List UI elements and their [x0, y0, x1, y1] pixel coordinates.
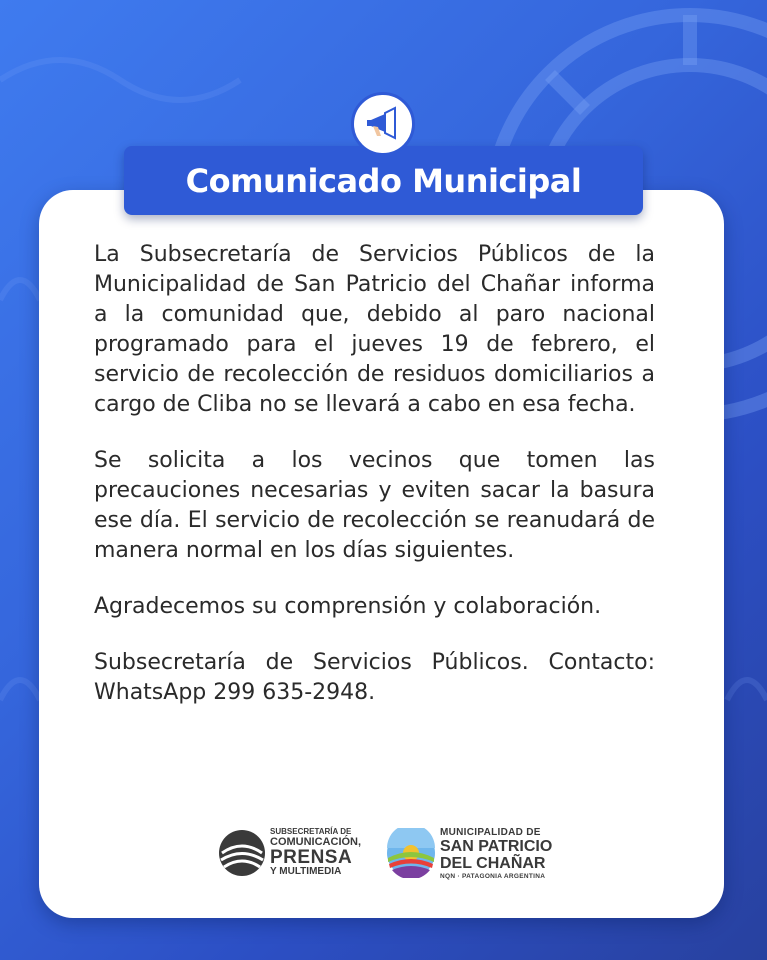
prensa-emblem-icon	[218, 829, 266, 877]
prensa-line1: SUBSECRETARÍA DE	[270, 827, 352, 836]
paragraph-contact: Subsecretaría de Servicios Públicos. Contacto: WhatsApp 299 635-2948.	[94, 650, 655, 705]
logo-prensa	[218, 824, 378, 882]
prensa-line3: PRENSA	[270, 847, 353, 868]
prensa-line4: Y MULTIMEDIA	[270, 866, 342, 877]
page-title: Comunicado Municipal	[185, 161, 582, 200]
logo-municipio	[386, 824, 561, 882]
municipio-emblem-icon	[386, 828, 436, 878]
message-body	[94, 240, 655, 734]
paragraph-request: Se solicita a los vecinos que tomen las precauciones necesarias y eviten sacar la basura ese día. El servicio de recolección se reanudará de manera normal en los días siguientes.	[94, 448, 655, 563]
title-banner	[124, 146, 643, 215]
municipio-line3: DEL CHAÑAR	[440, 855, 546, 872]
paragraph-announcement: La Subsecretaría de Servicios Públicos de la Municipalidad de San Patricio del Chañar informa a la comunidad que, debido al paro nacional programado para el jueves 19 de febrero, el servicio de recolección de residuos domiciliarios a cargo de Cliba no se llevará a cabo en esa fecha.	[94, 242, 655, 417]
megaphone-icon	[351, 92, 415, 156]
paragraph-thanks: Agradecemos su comprensión y colaboración.	[94, 594, 602, 619]
municipio-line1: MUNICIPALIDAD DE	[440, 827, 541, 838]
footer-logos	[218, 824, 558, 882]
municipio-line2: SAN PATRICIO	[440, 838, 553, 855]
prensa-line2: COMUNICACIÓN,	[270, 836, 362, 848]
municipio-line4: NQN · PATAGONIA ARGENTINA	[440, 873, 546, 880]
